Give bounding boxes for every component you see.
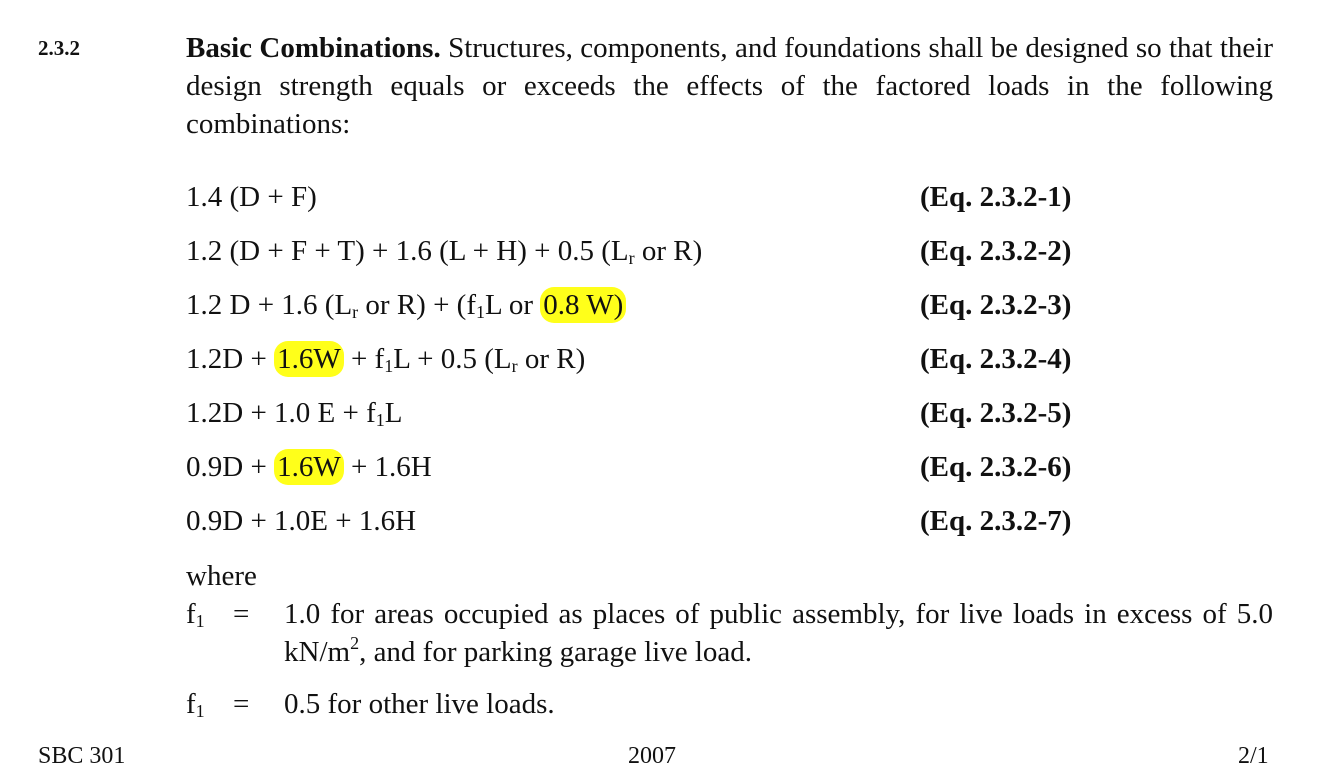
section-number: 2.3.2	[38, 36, 80, 60]
definition-text: 1.0 for areas occupied as places of public assembly, for live loads in excess of 5.0 $kN/m^2$, and for parking garage live load.	[284, 598, 1273, 668]
footer-document-code: SBC 301	[38, 743, 126, 769]
equation-expression: $1.2D + 1.6W + f_1L + 0.5$ ($L_r$ or R)	[186, 343, 586, 376]
equation-label: (Eq. 2.3.2-5)	[920, 397, 1072, 429]
equation-expression: 1.2D + 1.0 $E + f_1L$	[186, 397, 403, 430]
footer-page-number: 2/1	[1238, 743, 1269, 769]
equation-row	[186, 177, 1186, 217]
equation-row	[186, 339, 1186, 379]
equation-expression: 0.9D + 1.0E + 1.6H	[186, 505, 417, 537]
equation-label: (Eq. 2.3.2-1)	[920, 181, 1072, 213]
definition-equals: =	[233, 688, 250, 720]
section-intro	[186, 29, 1273, 143]
equation-expression: 1.2 (D + F + T) + 1.6 (L + H) + 0.5 ($L_r$ or R)	[186, 235, 703, 268]
equation-row	[186, 285, 1186, 325]
footer-year: 2007	[628, 743, 676, 769]
section-heading: Basic Combinations.	[186, 32, 441, 64]
highlighted-term: 1.6W	[274, 449, 344, 485]
definition-row	[186, 595, 1273, 675]
section-intro-text: Structures, components, and foundations shall be designed so that their design strength equals or exceeds the effects of the factored loads in the following combinations:	[186, 32, 1273, 140]
equation-row	[186, 447, 1186, 487]
definition-equals: =	[233, 598, 250, 630]
equation-label: (Eq. 2.3.2-3)	[920, 289, 1072, 321]
equation-expression: 1.2 D + 1.6 ($L_r$ or $R) + (f_1L$ or 0.8 W)	[186, 285, 626, 325]
equation-label: (Eq. 2.3.2-7)	[920, 505, 1072, 537]
equation-label: (Eq. 2.3.2-2)	[920, 235, 1072, 267]
where-label: where	[186, 560, 257, 592]
equation-row	[186, 501, 1186, 541]
equation-expression: 1.4 (D + F)	[186, 181, 317, 213]
definition-symbol: $f_1$	[186, 598, 205, 631]
equation-row	[186, 393, 1186, 433]
equation-label: (Eq. 2.3.2-4)	[920, 343, 1072, 375]
equation-expression: 0.9D + 1.6W + 1.6H	[186, 451, 432, 483]
highlighted-term: 1.6W	[274, 341, 344, 377]
equation-row	[186, 231, 1186, 271]
highlighted-term: 0.8 W)	[540, 287, 626, 323]
definition-text: 0.5 for other live loads.	[284, 688, 555, 720]
definition-symbol: $f_1$	[186, 688, 205, 721]
definition-row	[186, 685, 1273, 725]
equation-label: (Eq. 2.3.2-6)	[920, 451, 1072, 483]
